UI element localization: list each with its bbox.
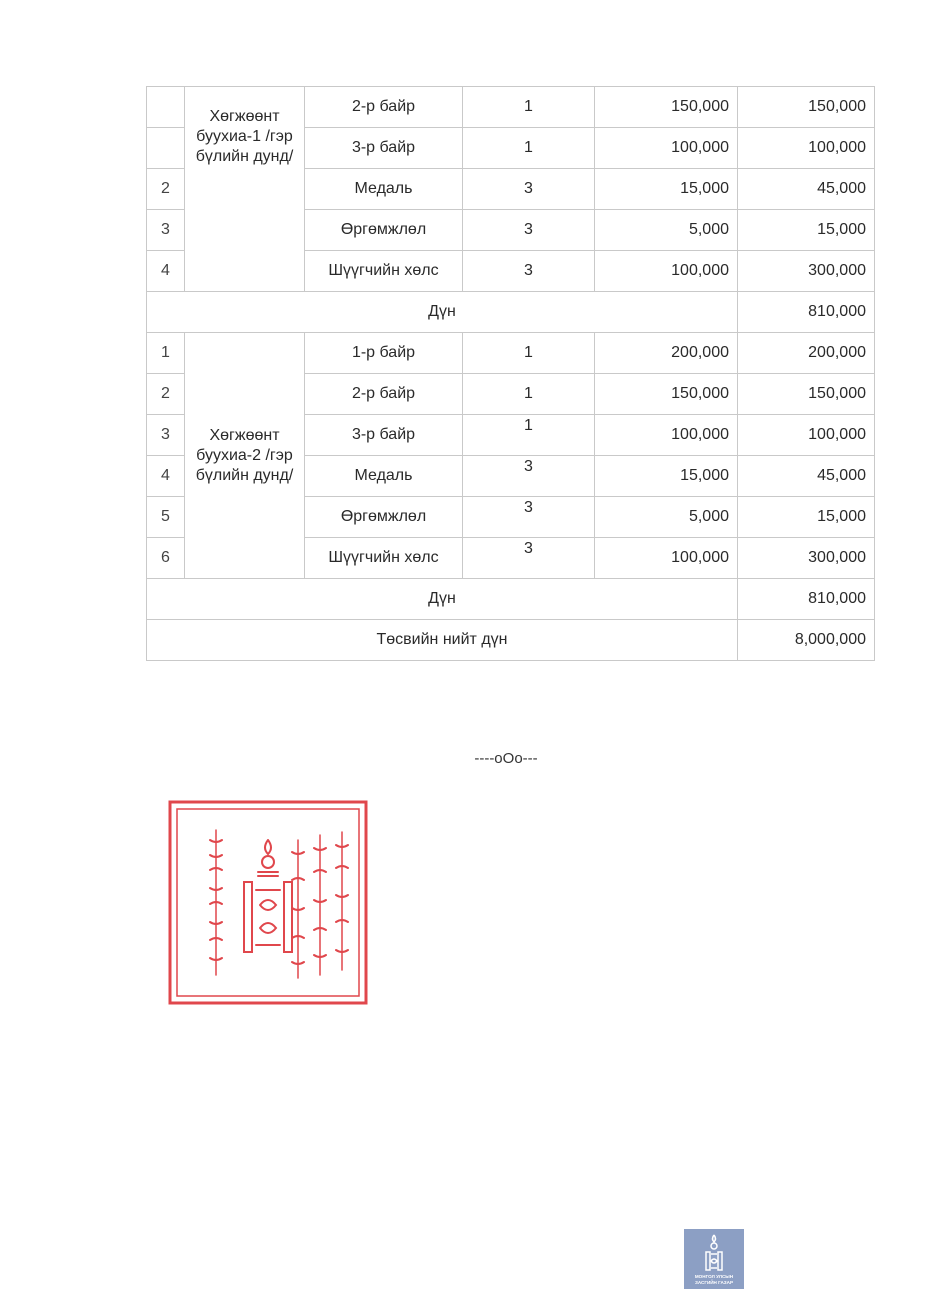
emblem-text-line1: МОНГОЛ УЛСЫН [694, 1274, 734, 1279]
table-row [147, 333, 875, 374]
item-quantity: 3 [463, 210, 595, 251]
official-seal-stamp [168, 800, 368, 1005]
item-quantity: 1 [463, 87, 595, 128]
item-quantity: 3 [463, 251, 595, 292]
item-total: 100,000 [738, 415, 875, 456]
item-unit-price: 100,000 [595, 415, 738, 456]
row-number: 4 [147, 251, 185, 292]
item-total: 15,000 [738, 210, 875, 251]
item-total: 45,000 [738, 169, 875, 210]
grand-total-label: Төсвийн нийт дүн [147, 620, 738, 661]
item-total: 15,000 [738, 497, 875, 538]
grand-total-row [147, 620, 875, 661]
subtotal-value: 810,000 [738, 579, 875, 620]
item-total: 300,000 [738, 251, 875, 292]
item-total: 150,000 [738, 374, 875, 415]
row-number: 6 [147, 538, 185, 579]
item-unit-price: 150,000 [595, 374, 738, 415]
item-unit-price: 100,000 [595, 538, 738, 579]
category-cell: Хөгжөөнт буухиа-2 /гэр бүлийн дунд/ [185, 333, 305, 579]
subtotal-row [147, 579, 875, 620]
item-quantity: 1 [463, 333, 595, 374]
row-number: 2 [147, 374, 185, 415]
subtotal-row [147, 292, 875, 333]
row-number: 4 [147, 456, 185, 497]
item-quantity: 3 [463, 456, 595, 497]
table-row [147, 87, 875, 128]
item-name: 3-р байр [305, 415, 463, 456]
item-unit-price: 200,000 [595, 333, 738, 374]
item-quantity: 1 [463, 415, 595, 456]
budget-table [146, 86, 875, 661]
item-total: 300,000 [738, 538, 875, 579]
item-name: Өргөмжлөл [305, 210, 463, 251]
item-unit-price: 150,000 [595, 87, 738, 128]
row-number: 5 [147, 497, 185, 538]
item-total: 150,000 [738, 87, 875, 128]
item-unit-price: 100,000 [595, 128, 738, 169]
row-number: 1 [147, 333, 185, 374]
item-quantity: 3 [463, 497, 595, 538]
row-number: 3 [147, 210, 185, 251]
subtotal-label: Дүн [147, 579, 738, 620]
subtotal-label: Дүн [147, 292, 738, 333]
item-unit-price: 5,000 [595, 210, 738, 251]
row-number: 2 [147, 169, 185, 210]
row-number: 3 [147, 415, 185, 456]
item-unit-price: 100,000 [595, 251, 738, 292]
item-quantity: 1 [463, 374, 595, 415]
item-name: Медаль [305, 169, 463, 210]
row-number [147, 87, 185, 128]
item-unit-price: 5,000 [595, 497, 738, 538]
item-unit-price: 15,000 [595, 169, 738, 210]
category-cell: Хөгжөөнт буухиа-1 /гэр бүлийн дунд/ [185, 87, 305, 292]
item-quantity: 1 [463, 128, 595, 169]
item-name: 2-р байр [305, 87, 463, 128]
item-total: 100,000 [738, 128, 875, 169]
subtotal-value: 810,000 [738, 292, 875, 333]
item-name: Шүүгчийн хөлс [305, 251, 463, 292]
item-quantity: 3 [463, 169, 595, 210]
item-total: 45,000 [738, 456, 875, 497]
item-name: 2-р байр [305, 374, 463, 415]
item-name: 3-р байр [305, 128, 463, 169]
item-total: 200,000 [738, 333, 875, 374]
item-name: Өргөмжлөл [305, 497, 463, 538]
government-emblem-logo [684, 1229, 744, 1289]
grand-total-value: 8,000,000 [738, 620, 875, 661]
item-unit-price: 15,000 [595, 456, 738, 497]
end-mark: ----oOo--- [474, 750, 538, 767]
item-name: Медаль [305, 456, 463, 497]
row-number [147, 128, 185, 169]
item-name: 1-р байр [305, 333, 463, 374]
emblem-text-line2: ЗАСГИЙН ГАЗАР [694, 1280, 734, 1285]
item-quantity: 3 [463, 538, 595, 579]
item-name: Шүүгчийн хөлс [305, 538, 463, 579]
